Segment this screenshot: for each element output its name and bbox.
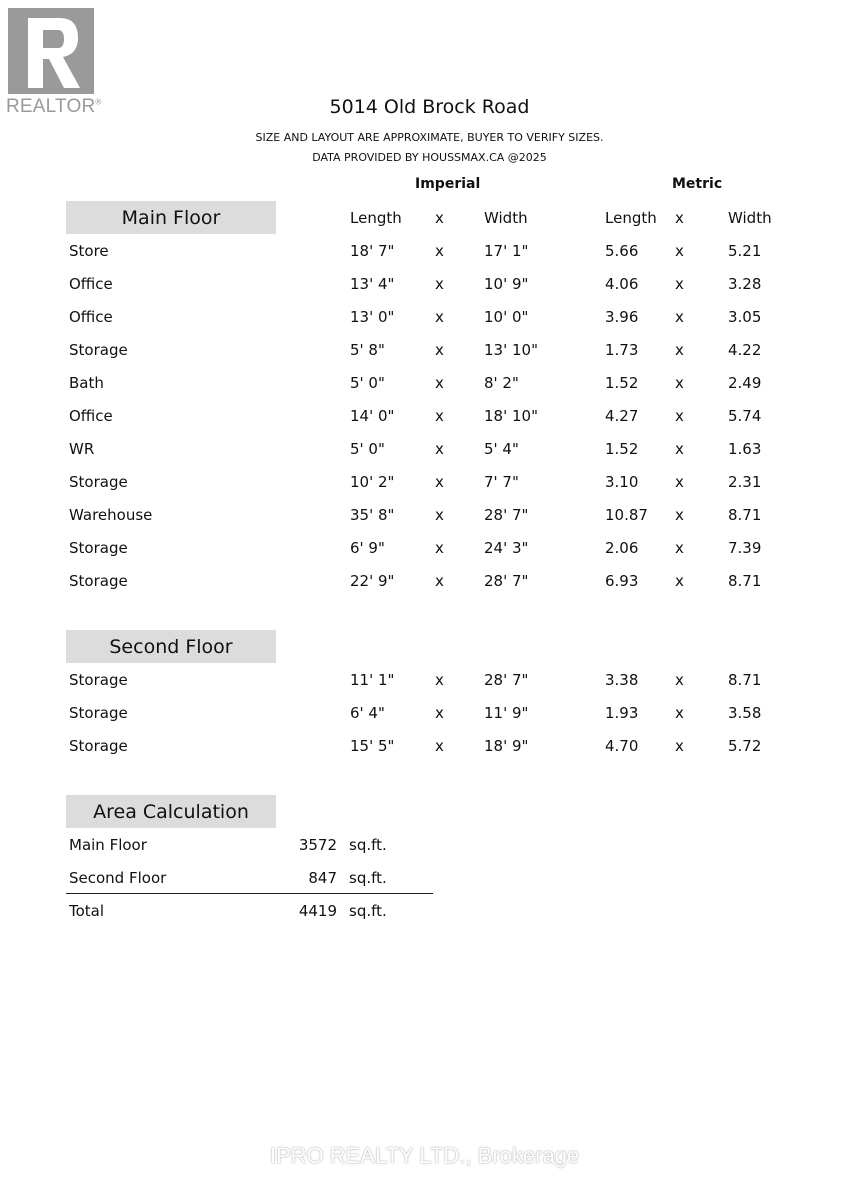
imperial-width: 24' 3" (484, 539, 529, 557)
metric-length: 10.87 (605, 506, 648, 524)
metric-width: 2.31 (728, 473, 762, 491)
area-unit: sq.ft. (349, 836, 387, 854)
imperial-width: 18' 10" (484, 407, 538, 425)
times-sign: x (435, 341, 444, 359)
times-sign: x (435, 473, 444, 491)
room-name: Storage (69, 671, 128, 689)
total-divider (66, 893, 433, 894)
imperial-length: 18' 7" (350, 242, 395, 260)
brokerage-watermark: IPRO REALTY LTD., Brokerage (269, 1143, 580, 1168)
imperial-width: 17' 1" (484, 242, 529, 260)
times-sign: x (675, 737, 684, 755)
metric-length: 2.06 (605, 539, 639, 557)
disclaimer-text: SIZE AND LAYOUT ARE APPROXIMATE, BUYER TO VERIFY SIZES. (255, 131, 604, 144)
times-sign: x (435, 242, 444, 260)
metric-length: 1.93 (605, 704, 639, 722)
metric-width: 7.39 (728, 539, 762, 557)
area-value: 4419 (298, 902, 337, 920)
times-sign: x (675, 671, 684, 689)
times-sign: x (675, 407, 684, 425)
imperial-width: 28' 7" (484, 506, 529, 524)
times-sign: x (675, 473, 684, 491)
times-sign: x (435, 704, 444, 722)
imperial-length: 35' 8" (350, 506, 395, 524)
metric-length: 1.73 (605, 341, 639, 359)
metric-width-header: Width (728, 209, 772, 227)
metric-length: 6.93 (605, 572, 639, 590)
imperial-width: 10' 0" (484, 308, 529, 326)
room-name: Storage (69, 473, 128, 491)
times-sign: x (675, 440, 684, 458)
metric-width: 3.58 (728, 704, 762, 722)
area-unit: sq.ft. (349, 902, 387, 920)
metric-length: 1.52 (605, 374, 639, 392)
room-name: Warehouse (69, 506, 153, 524)
property-title: 5014 Old Brock Road (329, 96, 530, 118)
metric-width: 1.63 (728, 440, 762, 458)
times-sign: x (435, 539, 444, 557)
imperial-length: 6' 9" (350, 539, 385, 557)
metric-width: 3.05 (728, 308, 762, 326)
metric-width: 3.28 (728, 275, 762, 293)
imperial-width: 28' 7" (484, 671, 529, 689)
times-sign: x (675, 275, 684, 293)
main-floor-heading: Main Floor (66, 201, 276, 234)
metric-width: 8.71 (728, 506, 762, 524)
times-sign: x (675, 539, 684, 557)
metric-length: 1.52 (605, 440, 639, 458)
imperial-length: 10' 2" (350, 473, 395, 491)
times-sign: x (435, 374, 444, 392)
room-name: Storage (69, 539, 128, 557)
metric-length: 3.38 (605, 671, 639, 689)
metric-width: 2.49 (728, 374, 762, 392)
imperial-length: 6' 4" (350, 704, 385, 722)
room-name: Office (69, 407, 113, 425)
metric-length-header: Length (605, 209, 657, 227)
imperial-length-header: Length (350, 209, 402, 227)
metric-length: 4.27 (605, 407, 639, 425)
times-header: x (675, 209, 684, 227)
times-header: x (435, 209, 444, 227)
room-name: Store (69, 242, 109, 260)
imperial-width: 11' 9" (484, 704, 529, 722)
metric-width: 5.74 (728, 407, 762, 425)
realtor-r-icon (8, 8, 94, 94)
imperial-length: 14' 0" (350, 407, 395, 425)
room-name: Office (69, 275, 113, 293)
imperial-width: 18' 9" (484, 737, 529, 755)
imperial-width: 13' 10" (484, 341, 538, 359)
metric-width: 5.72 (728, 737, 762, 755)
area-label: Second Floor (69, 869, 167, 887)
times-sign: x (435, 572, 444, 590)
times-sign: x (435, 671, 444, 689)
metric-length: 3.96 (605, 308, 639, 326)
room-name: WR (69, 440, 95, 458)
metric-width: 5.21 (728, 242, 762, 260)
imperial-length: 5' 8" (350, 341, 385, 359)
room-name: Bath (69, 374, 104, 392)
times-sign: x (675, 242, 684, 260)
data-source-text: DATA PROVIDED BY HOUSSMAX.CA @2025 (312, 151, 547, 164)
imperial-length: 5' 0" (350, 374, 385, 392)
imperial-length: 15' 5" (350, 737, 395, 755)
metric-header: Metric (672, 176, 723, 192)
imperial-width: 5' 4" (484, 440, 519, 458)
imperial-width: 28' 7" (484, 572, 529, 590)
times-sign: x (435, 440, 444, 458)
imperial-width: 8' 2" (484, 374, 519, 392)
area-unit: sq.ft. (349, 869, 387, 887)
metric-width: 4.22 (728, 341, 762, 359)
times-sign: x (435, 407, 444, 425)
area-value: 847 (308, 869, 337, 887)
times-sign: x (435, 275, 444, 293)
room-name: Office (69, 308, 113, 326)
imperial-width: 7' 7" (484, 473, 519, 491)
times-sign: x (435, 737, 444, 755)
imperial-length: 11' 1" (350, 671, 395, 689)
second-floor-heading: Second Floor (66, 630, 276, 663)
times-sign: x (675, 308, 684, 326)
area-label: Total (69, 902, 105, 920)
room-name: Storage (69, 737, 128, 755)
metric-width: 8.71 (728, 671, 762, 689)
times-sign: x (675, 704, 684, 722)
metric-length: 4.06 (605, 275, 639, 293)
room-name: Storage (69, 341, 128, 359)
imperial-width: 10' 9" (484, 275, 529, 293)
times-sign: x (675, 506, 684, 524)
times-sign: x (675, 572, 684, 590)
room-name: Storage (69, 704, 128, 722)
realtor-wordmark: REALTOR® (6, 96, 102, 117)
room-name: Storage (69, 572, 128, 590)
imperial-width-header: Width (484, 209, 528, 227)
metric-length: 3.10 (605, 473, 639, 491)
metric-width: 8.71 (728, 572, 762, 590)
metric-length: 5.66 (605, 242, 639, 260)
imperial-length: 13' 4" (350, 275, 395, 293)
imperial-length: 5' 0" (350, 440, 385, 458)
times-sign: x (435, 308, 444, 326)
times-sign: x (675, 374, 684, 392)
area-calculation-heading: Area Calculation (66, 795, 276, 828)
area-label: Main Floor (69, 836, 147, 854)
times-sign: x (675, 341, 684, 359)
imperial-header: Imperial (415, 176, 481, 192)
area-value: 3572 (298, 836, 337, 854)
imperial-length: 22' 9" (350, 572, 395, 590)
times-sign: x (435, 506, 444, 524)
imperial-length: 13' 0" (350, 308, 395, 326)
metric-length: 4.70 (605, 737, 639, 755)
